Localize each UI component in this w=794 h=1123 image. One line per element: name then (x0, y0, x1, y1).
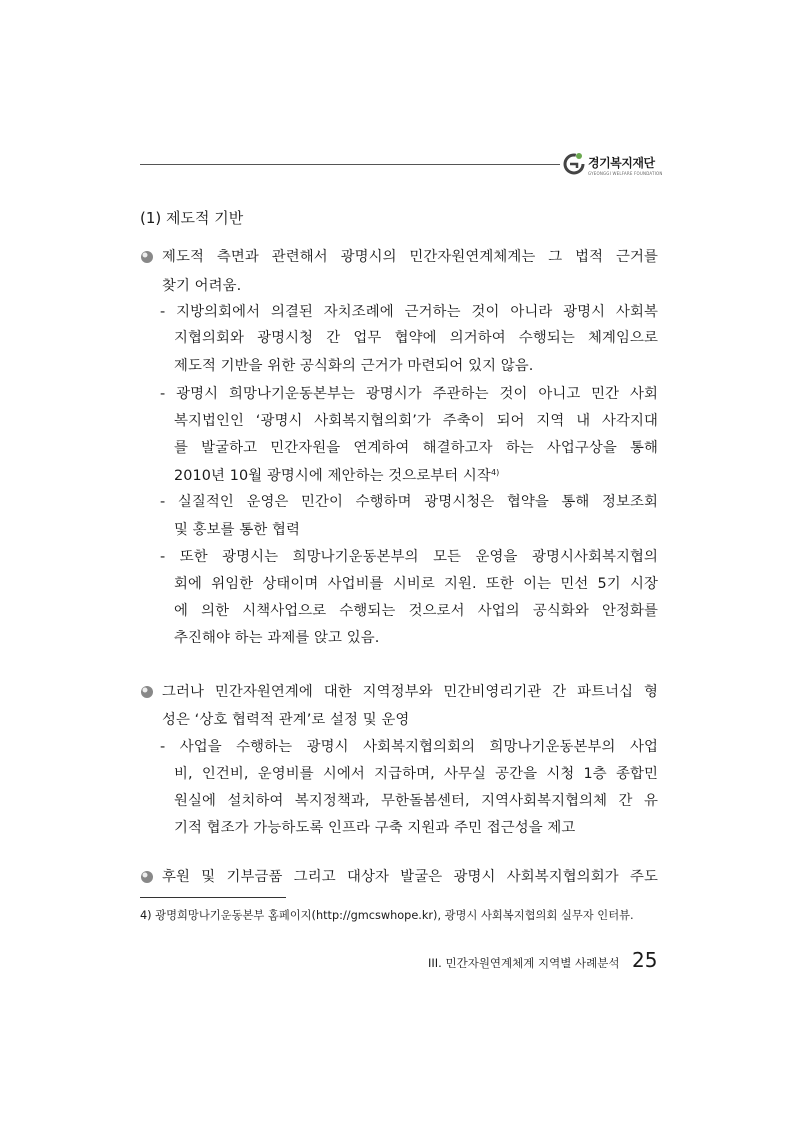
text-line: 및 홍보를 통한 협력 (174, 522, 301, 538)
text-line: 비, 인건비, 운영비를 시에서 지급하며, 사무실 공간을 시청 1층 종합민 (174, 766, 658, 782)
bullet-icon (140, 685, 154, 699)
text-line: - 또한 광명시는 희망나기운동본부의 모든 운영을 광명시사회복지협의 (160, 549, 658, 565)
text-line: 를 발굴하고 민간자원을 연계하여 해결하고자 하는 사업구상을 통해 (174, 440, 658, 456)
text-line: 성은 ‘상호 협력적 관계’로 설정 및 운영 (162, 712, 410, 728)
footnote: 4) 광명희망나기운동본부 홈페이지(http://gmcswhope.kr), 광명시 사회복지협의회 실무자 인터뷰. (140, 909, 634, 922)
logo-name: 경기복지재단 (588, 156, 655, 170)
text-line: 복지법인인 ‘광명시 사회복지협의회’가 주축이 되어 지역 내 사각지대 (174, 413, 658, 429)
text-line: 원실에 설치하여 복지정책과, 무한돌봄센터, 지역사회복지협의체 간 유 (174, 793, 658, 809)
section-title: (1) 제도적 기반 (140, 209, 244, 227)
header-rule (140, 164, 560, 165)
text-line: 후원 및 기부금품 그리고 대상자 발굴은 광명시 사회복지협의회가 주도 (162, 869, 658, 885)
text-line: 에 의한 시책사업으로 수행되는 것으로서 사업의 공식화와 안정화를 (174, 603, 658, 619)
text-line: 기적 협조가 가능하도록 인프라 구축 지원과 주민 접근성을 제고 (174, 820, 576, 836)
foundation-logo (562, 150, 662, 182)
running-footer: III. 민간자원연계체계 지역별 사례분석 (428, 956, 620, 970)
text-line: 제도적 기반을 위한 공식화의 근거가 마련되어 있지 않음. (174, 358, 534, 374)
bullet-icon (140, 250, 154, 264)
text-line: - 지방의회에서 의결된 자치조례에 근거하는 것이 아니라 광명시 사회복 (160, 304, 658, 320)
text-line: 회에 위임한 상태이며 사업비를 시비로 지원. 또한 이는 민선 5기 시장 (174, 576, 658, 592)
page-number: 25 (632, 948, 658, 972)
text-line: 그러나 민간자원연계에 대한 지역정부와 민간비영리기관 간 파트너십 형 (162, 684, 658, 700)
text-line: - 사업을 수행하는 광명시 사회복지협의회의 희망나기운동본부의 사업 (160, 739, 658, 755)
footnote-ref: 4) (490, 468, 500, 477)
bullet-icon (140, 870, 154, 884)
text-line-content: 2010년 10월 광명시에 제안하는 것으로부터 시작 (174, 468, 491, 484)
text-line: 추진해야 하는 과제를 앉고 있음. (174, 630, 380, 646)
text-line: - 광명시 희망나기운동본부는 광명시가 주관하는 것이 아니고 민간 사회 (160, 386, 658, 402)
text-line (174, 464, 499, 485)
footnote-rule (140, 897, 286, 898)
logo-subtitle: GYEONGGI WELFARE FOUNDATION (588, 171, 663, 176)
logo-mark-icon (562, 150, 586, 178)
text-line: - 실질적인 운영은 민간이 수행하며 광명시청은 협약을 통해 정보조회 (160, 494, 658, 510)
text-line: 제도적 측면과 관련해서 광명시의 민간자원연계체계는 그 법적 근거를 (162, 249, 658, 265)
text-line: 찾기 어려움. (162, 278, 242, 294)
text-line: 지협의회와 광명시청 간 업무 협약에 의거하여 수행되는 체계임으로 (174, 330, 658, 346)
